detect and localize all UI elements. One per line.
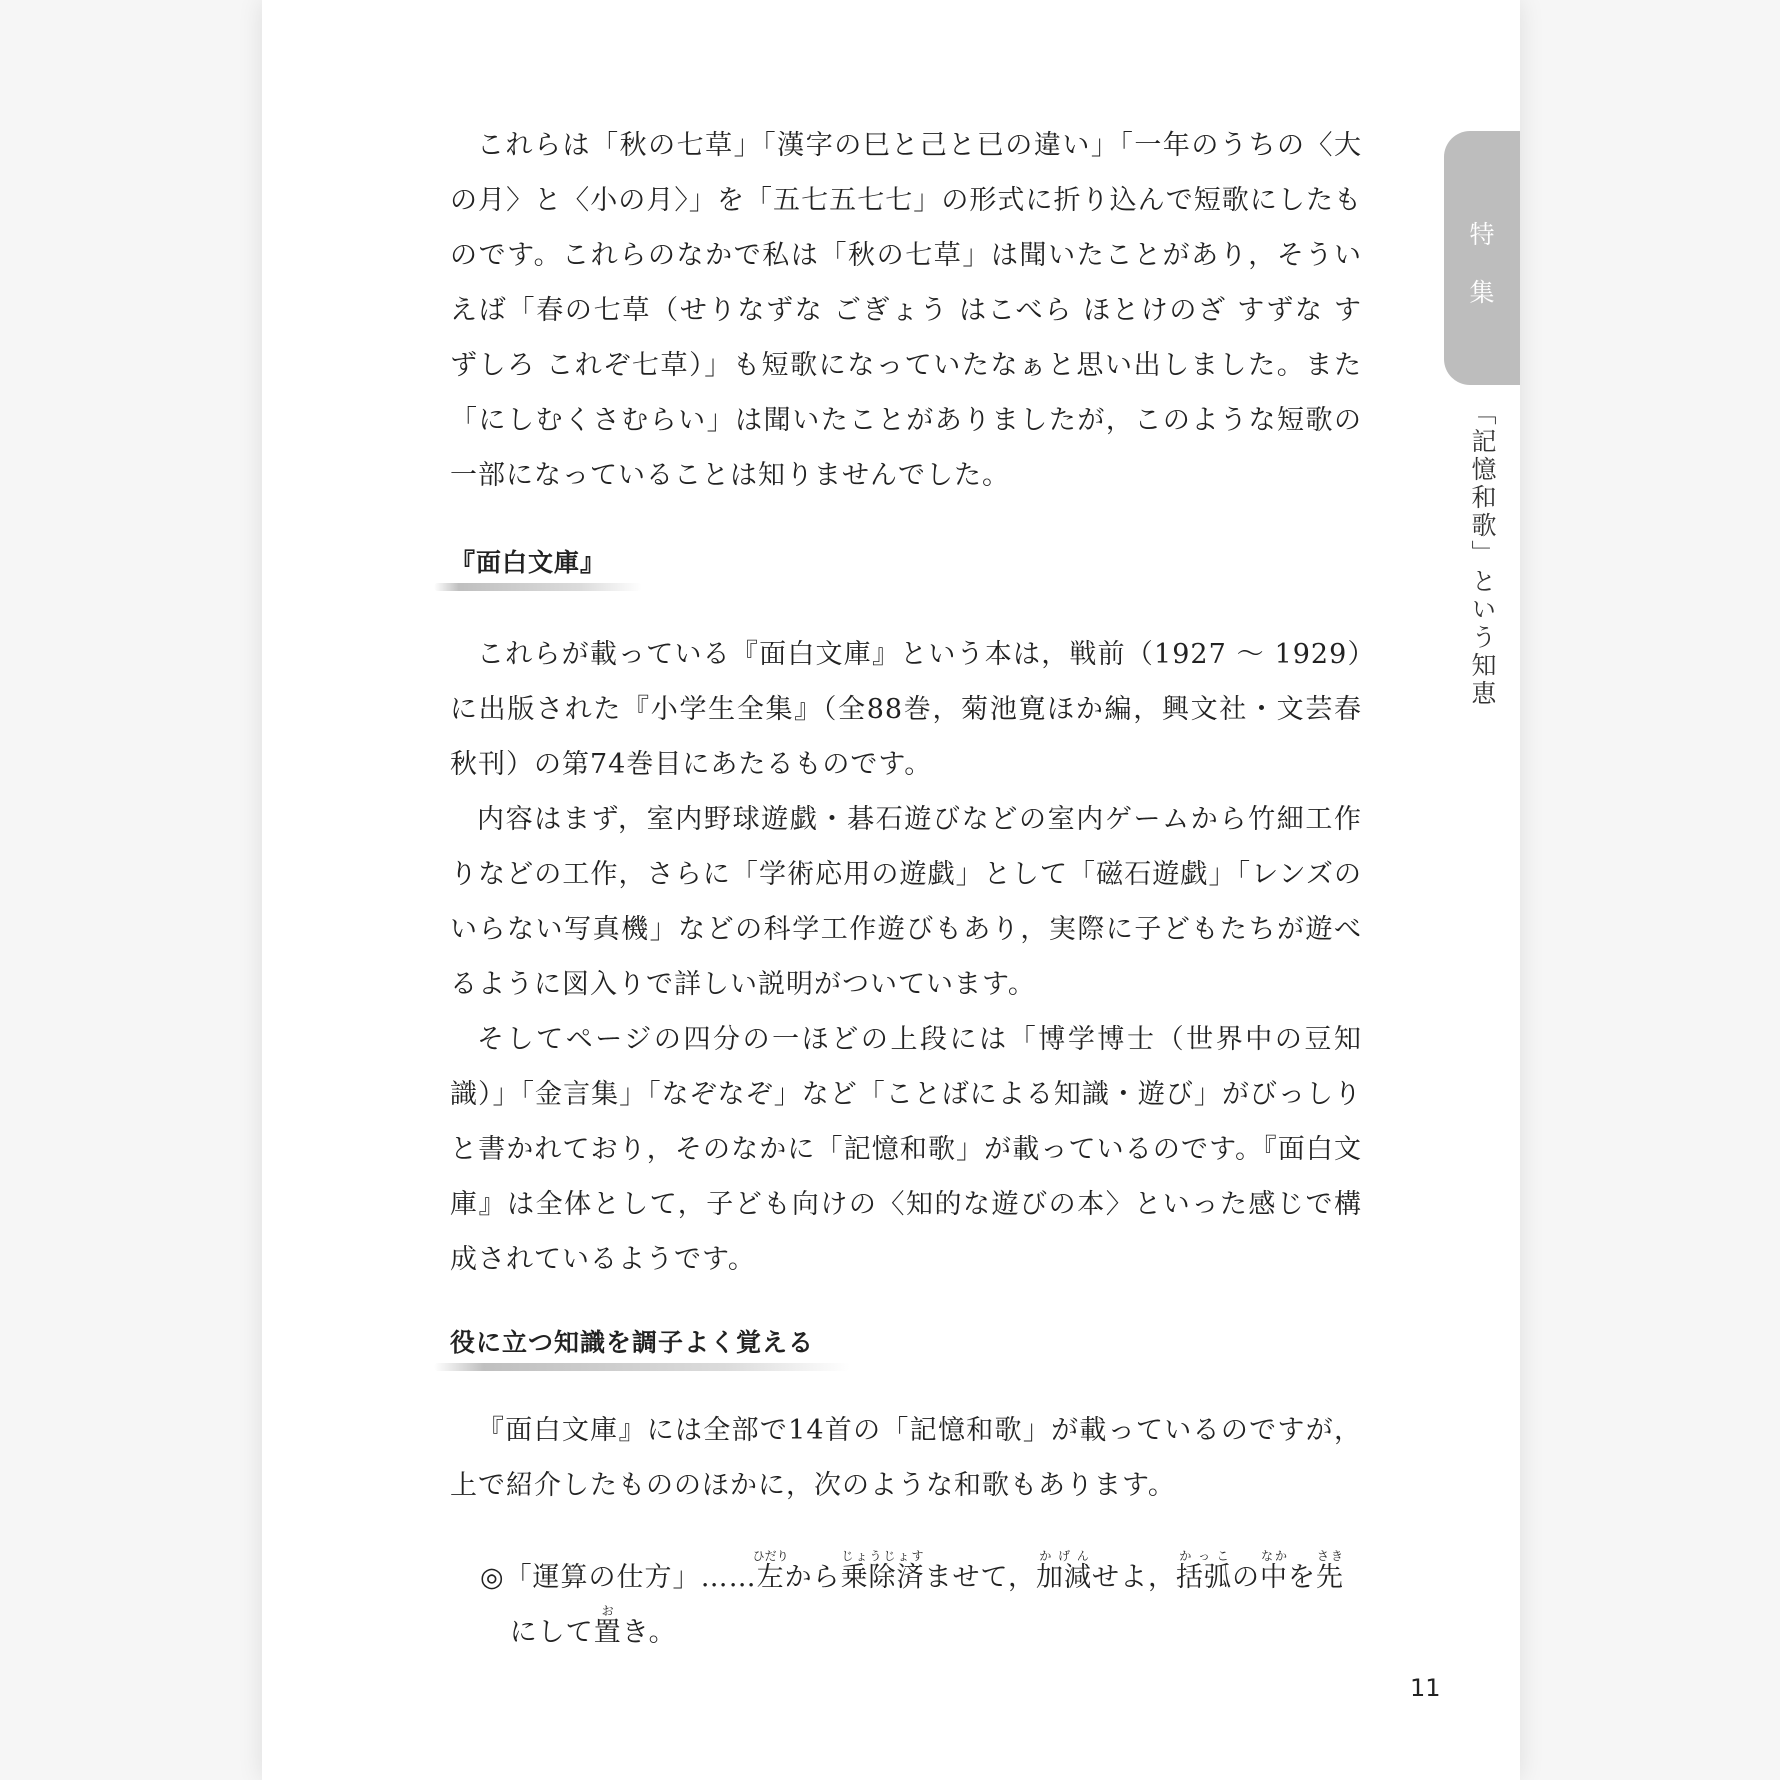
- text-segment: を: [1288, 1562, 1317, 1593]
- paragraph: これらが載っている『面白文庫』という本は，戦前（1927 ～ 1929）に出版された『小学生全集』（全88巻，菊池寛ほか編，興文社・文芸春秋刊）の第74巻目にあたるものです。: [450, 639, 1362, 780]
- ruby-word: [752, 1549, 789, 1593]
- section-heading-omoshiro-bunko: 『面白文庫』: [450, 543, 612, 593]
- ruby-word: [1176, 1549, 1233, 1593]
- list-item-label: 「運算の仕方」: [504, 1562, 701, 1593]
- ruby-base: 左: [752, 1562, 789, 1593]
- ruby-word: [593, 1604, 622, 1648]
- ruby-reading: さき: [1316, 1549, 1345, 1563]
- ruby-reading: ひだり: [752, 1549, 789, 1563]
- ruby-base: 乗除済: [840, 1562, 925, 1593]
- ruby-base: 加減: [1036, 1562, 1093, 1593]
- section-heading-useful-knowledge: 役に立つ知識を調子よく覚える: [450, 1323, 820, 1373]
- paragraph: これらは「秋の七草」「漢字の巳と己と已の違い」「一年のうちの〈大の月〉と〈小の月〉」を「五七五七七」の形式に折り込んで短歌にしたものです。これらのなかで私は「秋の七草」は聞いたことがあり，そういえば「春の七草（せりなずな ごぎょう はこべら ほとけのざ すずな すずしろ これぞ七草）」も短歌になっていたなぁと思い出しました。また「にしむくさむらい」は聞いたことがありましたが，このような短歌の一部になっていることは知りませんでした。: [450, 130, 1362, 491]
- book-page: [262, 0, 1520, 1780]
- ruby-reading: かっこ: [1176, 1549, 1233, 1563]
- running-title: 「記憶和歌」という知恵: [1468, 400, 1497, 708]
- text-segment: せよ，: [1092, 1562, 1177, 1593]
- ruby-word: [840, 1549, 925, 1593]
- text-segment: き。: [621, 1617, 677, 1648]
- text-segment: ませて，: [924, 1562, 1037, 1593]
- ruby-word: [1260, 1549, 1289, 1593]
- ruby-base: 先: [1316, 1562, 1345, 1593]
- paragraph: 『面白文庫』には全部で14首の「記憶和歌」が載っているのですが，上で紹介したもののほかに，次のような和歌もあります。: [450, 1415, 1362, 1501]
- page-number: 11: [1410, 1674, 1441, 1702]
- ruby-base: 置: [593, 1617, 622, 1648]
- section-tab: [1444, 131, 1520, 385]
- ruby-base: 括弧: [1176, 1562, 1233, 1593]
- section-tab-char: 集: [1469, 278, 1495, 307]
- text-segment: の: [1232, 1562, 1261, 1593]
- ruby-reading: かげん: [1036, 1549, 1093, 1563]
- text-segment: にして: [509, 1617, 594, 1648]
- ruby-reading: じょうじょす: [840, 1549, 925, 1563]
- ruby-base: 中: [1260, 1562, 1289, 1593]
- paragraph: そしてページの四分の一ほどの上段には「博学博士（世界中の豆知識）」「金言集」「なぞなぞ」など「ことばによる知識・遊び」がびっしりと書かれており，そのなかに「記憶和歌」が載っているのです。『面白文庫』は全体として，子ども向けの〈知的な遊びの本〉といった感じで構成されているようです。: [450, 1024, 1362, 1275]
- list-item-dots: ……: [700, 1562, 757, 1593]
- list-item-unzan: [480, 1549, 1362, 1660]
- ruby-word: [1036, 1549, 1093, 1593]
- paragraph: 内容はまず，室内野球遊戯・碁石遊びなどの室内ゲームから竹細工作りなどの工作，さらに「学術応用の遊戯」として「磁石遊戯」「レンズのいらない写真機」などの科学工作遊びもあり，実際に子どもたちが遊べるように図入りで詳しい説明がついています。: [450, 804, 1362, 1000]
- list-mark: ◎: [480, 1562, 505, 1593]
- text-column: [450, 118, 1362, 1660]
- ruby-reading: なか: [1260, 1549, 1289, 1563]
- section-tab-char: 特: [1469, 220, 1495, 249]
- text-segment: から: [784, 1562, 841, 1593]
- ruby-reading: お: [593, 1604, 622, 1618]
- ruby-word: [1316, 1549, 1345, 1593]
